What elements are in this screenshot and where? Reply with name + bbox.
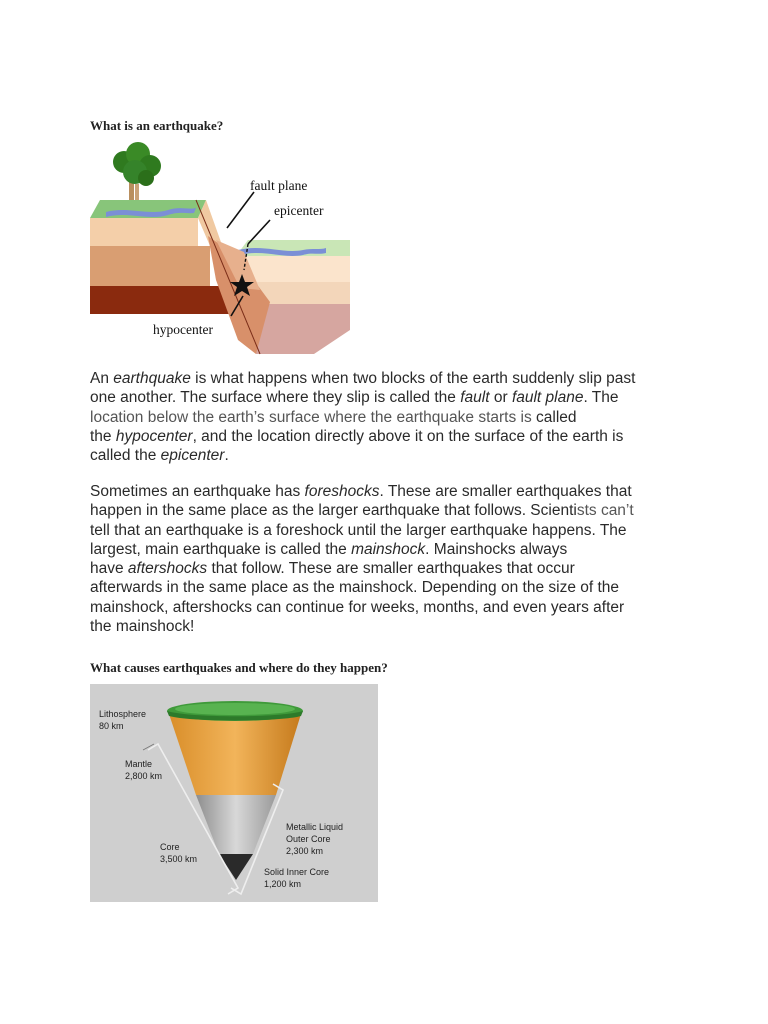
term-mainshock: mainshock <box>351 540 426 558</box>
text: , and the location directly above it on the surface of the earth is <box>192 427 624 445</box>
text: afterwards in the same place as the mainshock. Depending on the size of the <box>90 579 620 597</box>
text: one another. The surface where they slip is called the <box>90 389 461 407</box>
right-block <box>208 236 350 354</box>
text: Sometimes an earthquake has <box>90 483 305 500</box>
label-outer-core-2: Outer Core <box>286 834 331 844</box>
term-hypocenter: hypocenter <box>115 427 193 445</box>
fault-diagram <box>88 140 360 356</box>
label-mantle-km: 2,800 km <box>125 771 163 781</box>
text: location below the earth’s surface where the earthquake starts is <box>90 408 532 426</box>
term-earthquake: earthquake <box>113 370 191 387</box>
term-epicenter: epicenter <box>160 447 225 465</box>
text: largest, main earthquake is called the <box>90 540 352 558</box>
text: tell that an earthquake is a foreshock until the larger earthquake happens. The <box>90 521 627 539</box>
label-core: Core <box>160 842 180 852</box>
text: happen in the same place as the larger earthquake that follows. Scienti <box>90 502 577 520</box>
term-aftershocks: aftershocks <box>127 560 208 578</box>
label-core-km: 3,500 km <box>160 854 198 864</box>
text: the mainshock! <box>90 618 195 636</box>
label-mantle: Mantle <box>125 759 153 769</box>
text: called the <box>90 447 161 465</box>
text: sts can’t <box>576 502 634 520</box>
text: . <box>224 447 229 465</box>
label-epicenter: epicenter <box>274 203 324 218</box>
text: mainshock, aftershocks can continue for weeks, months, and even years after <box>90 598 625 616</box>
label-inner-core-km: 1,200 km <box>264 879 302 889</box>
earth-layers-diagram <box>90 684 378 902</box>
term-fault: fault <box>460 389 490 407</box>
text: is what happens when two blocks of the earth suddenly slip past <box>190 370 636 387</box>
label-hypocenter: hypocenter <box>153 322 213 337</box>
section-heading-what-is-earthquake: What is an earthquake? <box>90 118 224 133</box>
text: An <box>90 370 114 387</box>
paragraph-foreshocks-aftershocks <box>90 482 680 636</box>
text: . Mainshocks always <box>425 540 568 558</box>
paragraph-earthquake-definition <box>90 369 680 465</box>
term-foreshocks: foreshocks <box>304 483 380 500</box>
label-lithosphere-km: 80 km <box>99 721 124 731</box>
label-outer-core-1: Metallic Liquid <box>286 822 344 832</box>
label-outer-core-km: 2,300 km <box>286 846 324 856</box>
tree-icon <box>113 142 161 202</box>
text: . The <box>583 389 619 407</box>
label-fault-plane: fault plane <box>250 178 308 193</box>
text: called <box>531 408 577 426</box>
label-lithosphere: Lithosphere <box>99 709 147 719</box>
text: . These are smaller earthquakes that <box>379 483 632 500</box>
text: the <box>90 427 116 445</box>
text: have <box>90 560 128 578</box>
term-fault-plane: fault plane <box>511 389 584 407</box>
label-inner-core: Solid Inner Core <box>264 867 330 877</box>
section-heading-causes: What causes earthquakes and where do they happen? <box>90 660 388 675</box>
text: or <box>489 389 512 407</box>
text: that follow. These are smaller earthquakes that occur <box>207 560 575 578</box>
